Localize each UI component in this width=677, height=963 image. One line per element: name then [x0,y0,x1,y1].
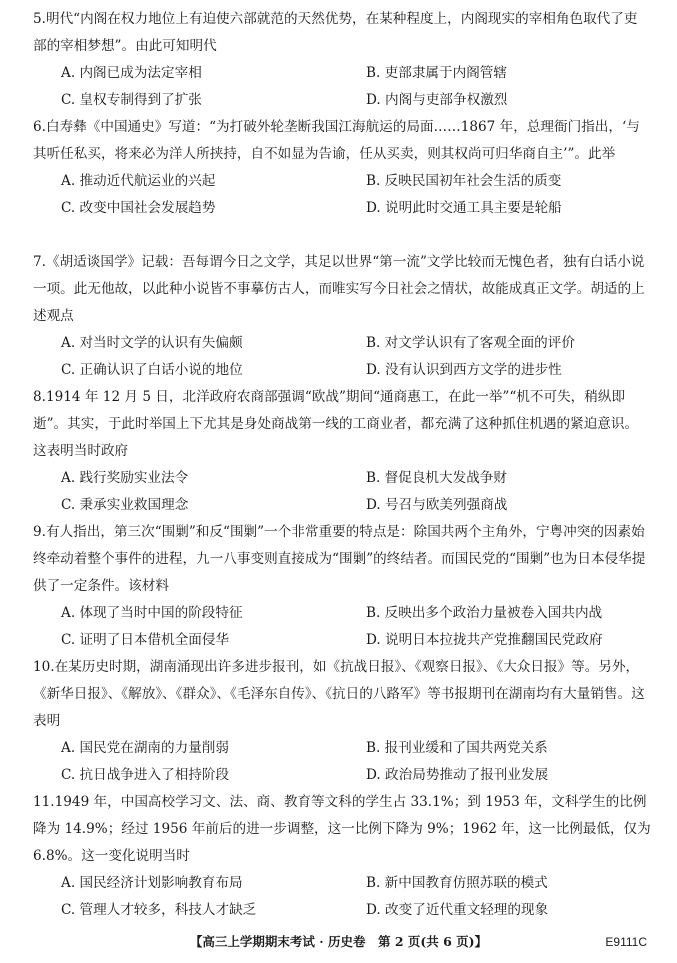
question-stem: 10.在某历史时期，湖南涌现出许多进步报刊，如《抗战日报》、《观察日报》、《大众日报》等。另外，《新华日报》、《解放》、《群众》、《毛泽东自传》、《抗日的八路军》等书报期刊在湖南均有大量销售。这表明 [33,659,645,729]
question-stem: 9.有人指出，第三次“围剿”和反“围剿”一个非常重要的特点是：除国共两个主角外，宁粤冲突的因素始终牵动着整个事件的进程，九一八事变则直接成为“围剿”的终结者。而国民党的“围剿”也为日本侵华提供了一定条件。该材料 [33,524,646,594]
option-a: A. 国民党在湖南的力量削弱 [61,740,229,756]
option-grid [61,600,651,654]
footer-code: E9111C [605,935,647,949]
option-a: A. 对当时文学的认识有失偏颇 [61,335,243,351]
option-c: C. 皇权专制得到了扩张 [61,92,202,108]
option-a: A. 国民经济计划影响教育布局 [61,875,243,891]
option-b: B. 报刊业缓和了国共两党关系 [366,740,548,756]
option-a: A. 体现了当时中国的阶段特征 [61,605,243,621]
question-6 [33,114,651,222]
option-c: C. 证明了日本借机全面侵华 [61,632,230,648]
question-stem: 5.明代“内阁在权力地位上有迫使六部就范的天然优势，在某种程度上，内阁现实的宰相角色取代了吏部的宰相梦想”。由此可知明代 [33,11,638,54]
option-a: A. 内阁已成为法定宰相 [61,65,202,81]
question-5 [33,6,651,114]
option-grid [61,60,651,114]
option-a: A. 践行奖励实业法令 [61,470,189,486]
option-c: C. 秉承实业救国理念 [61,497,189,513]
option-b: B. 吏部隶属于内阁管辖 [366,65,507,81]
option-c: C. 抗日战争进入了相持阶段 [61,767,230,783]
option-d: D. 号召与欧美列强商战 [366,497,508,513]
option-c: C. 改变中国社会发展趋势 [61,200,216,216]
option-c: C. 管理人才较多，科技人才缺乏 [61,902,257,918]
option-b: B. 对文学认识有了客观全面的评价 [366,335,575,351]
option-c: C. 正确认识了白话小说的地位 [61,362,243,378]
option-grid [61,330,651,384]
question-8 [33,384,651,519]
question-10 [33,654,651,789]
option-d: D. 没有认识到西方文学的进步性 [366,362,562,378]
option-grid [61,465,651,519]
question-stem: 6.白寿彝《中国通史》写道：“为打破外轮垄断我国江海航运的局面……1867 年，总理衙门指出，‘与其听任私买，将来必为洋人所挟持，自不如显为告谕，任从买卖，则其权尚可归华商自主’”。此举 [33,119,640,162]
question-11 [33,789,651,924]
question-stem: 7.《胡适谈国学》记载：吾每谓今日之文学，其足以世界“第一流”文学比较而无愧色者，独有白话小说一项。此无他故，以此种小说皆不事摹仿古人，而唯实写今日社会之情状，故能成真正文学。胡适的上述观点 [33,254,645,324]
question-stem: 11.1949 年，中国高校学习文、法、商、教育等文科的学生占 33.1%；到 1953 年，文科学生的比例降为 14.9%；经过 1956 年前后的进一步调整，这一比例下降为 9%；1962 年，这一比例最低，仅为 6.8%。这一变化说明当时 [33,794,651,864]
question-7 [33,249,651,384]
option-grid [61,735,651,789]
option-b: B. 督促良机大发战争财 [366,470,507,486]
question-stem: 8.1914 年 12 月 5 日，北洋政府农商部强调“欧战”期间“通商惠工，在此一举”“机不可失，稍纵即逝”。其实，于此时举国上下尤其是身处商战第一线的工商业者，都充满了这种抓住机遇的紧迫意识。这表明当时政府 [33,389,639,459]
option-d: D. 说明日本拉拢共产党推翻国民党政府 [366,632,603,648]
option-grid [61,168,651,222]
option-d: D. 政治局势推动了报刊业发展 [366,767,549,783]
option-d: D. 改变了近代重文轻理的现象 [366,902,549,918]
option-b: B. 反映出多个政治力量被卷入国共内战 [366,605,603,621]
footer-title: 【高三上学期期末考试 · 历史卷 第 2 页(共 6 页)】 [189,934,488,949]
page-footer [0,930,677,954]
option-b: B. 新中国教育仿照苏联的模式 [366,875,548,891]
option-d: D. 内阁与吏部争权激烈 [366,92,508,108]
option-a: A. 推动近代航运业的兴起 [61,173,216,189]
option-grid [61,870,651,924]
option-b: B. 反映民国初年社会生活的质变 [366,173,562,189]
option-d: D. 说明此时交通工具主要是轮船 [366,200,562,216]
question-9 [33,519,651,654]
